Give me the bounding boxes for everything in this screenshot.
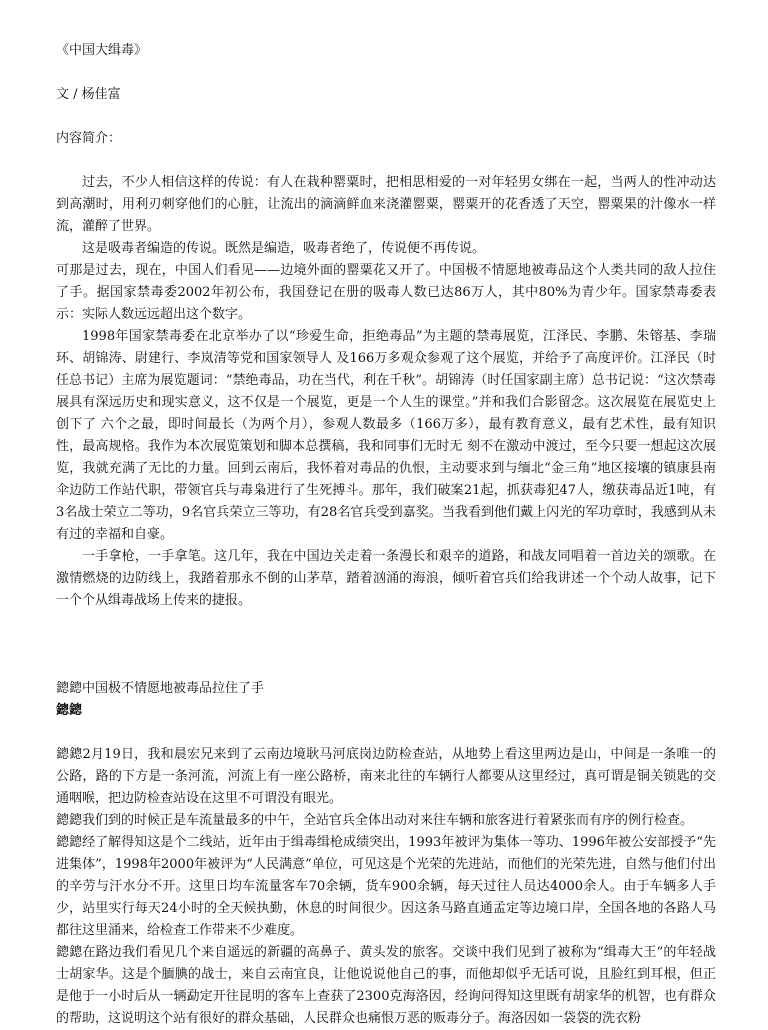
intro-paragraph: 这是吸毒者编造的传说。既然是编造，吸毒者绝了，传说便不再传说。	[82, 241, 486, 256]
chapter-title: 鏓鏓中国极不情愿地被毒品拉住了手	[56, 681, 265, 696]
book-title: 《中国大缉毒》	[56, 43, 148, 58]
author-line: 文 / 杨佳富	[56, 87, 121, 102]
chapter-subtitle: 鏓鏓	[56, 703, 83, 718]
intro-paragraph: 过去，不少人相信这样的传说：有人在栽种罂粟时，把相思相爱的一对年轻男女绑在一起，当两人的性冲动达到高潮时，用利刃刺穿他们的心脏，让流出的滴滴鲜血来浇灌罂粟，罂粟开的花香透了天空，罂粟果的汁像水一样流，灌醉了世界。	[56, 175, 716, 234]
intro-paragraph: 1998年国家禁毒委在北京举办了以“珍爱生命，拒绝毒品”为主题的禁毒展览，江泽民、李鹏、朱镕基、李瑞环、胡锦涛、尉建行、李岚清等党和国家领导人 及166万多观众参观了这个展览，并给予了高度评价。江泽民（时任总书记）主席为展览题词：“禁绝毒品，功在当代，利在千秋”。胡锦涛（时任国家副主席）总书记说：“这次禁毒展具有深远历史和现实意义，这不仅是一个展览，更是一个人生的课堂。”并和我们合影留念。这次展览在展览史上创下了 六个之最，即时间最长（为两个月），参观人数最多（166万多），最有教育意义，最有艺术性，最有知识性，最高规格。我作为本次展览策划和脚本总撰稿，我和同事们无时无 刻不在激动中渡过，至今只要一想起这次展览，我就充满了无比的力量。回到云南后，我怀着对毒品的仇恨，主动要求到与缅北“金三角”地区接壤的镇康县南伞边防工作站代职，带领官兵与毒枭进行了生死搏斗。那年，我们破案21起，抓获毒犯47人，缴获毒品近1吨，有3名战士荣立二等功，9名官兵荣立三等功，有28名官兵受到嘉奖。当我看到他们戴上闪光的军功章时，我感到从未有过的幸福和自豪。	[56, 329, 716, 542]
document-page	[56, 40, 716, 1030]
chapter-paragraph: 鏓鏓我们到的时候正是车流量最多的中午，全站官兵全体出动对来往车辆和旅客进行着紧张而有序的例行检查。	[56, 813, 694, 828]
intro-section	[56, 172, 716, 612]
chapter-paragraph: 鏓鏓在路边我们看见几个来自遥远的新疆的高鼻子、黄头发的旅客。交谈中我们见到了被称为“缉毒大王”的年轻战士胡家华。这是个腼腆的战士，来自云南宜良，让他说说他自己的事，而他却似乎无话可说，且脸红到耳根，但正是他于一小时后从一辆勐定开往昆明的客车上查获了2300克海洛因，经询问得知这里既有胡家华的机智，也有群众的帮助，这说明这个站有很好的群众基础，人民群众也痛恨万恶的贩毒分子。海洛因如一袋袋的洗衣粉	[56, 945, 716, 1026]
intro-heading: 内容简介：	[56, 131, 122, 146]
chapter-section	[56, 678, 716, 1030]
chapter-body	[56, 744, 716, 1030]
chapter-paragraph: 鏓鏓经了解得知这是个二线站，近年由于缉毒缉枪成绩突出，1993年被评为集体一等功、1996年被公安部授予“先进集体”，1998年2000年被评为“人民满意”单位，可见这是个光荣的先进站，而他们的光荣先进，自然与他们付出的辛劳与汗水分不开。这里日均车流量客车70余辆，货车900余辆，每天过往人员达4000余人。由于车辆多人手少，站里实行每天24小时的全天候执勤，休息的时间很少。因这条马路直通孟定等边境口岸，全国各地的各路人马都往这里涌来，给检查工作带来不少难度。	[56, 835, 716, 938]
intro-paragraph: 一手拿枪，一手拿笔。这几年，我在中国边关走着一条漫长和艰辛的道路，和战友同唱着一首边关的颂歌。在激情燃烧的边防线上，我踏着那永不倒的山茅草，踏着汹涌的海浪，倾听着官兵们给我讲述一个个动人故事，记下一个个从缉毒战场上传来的捷报。	[56, 549, 716, 608]
chapter-paragraph: 鏓鏓2月19日，我和晨宏兄来到了云南边境耿马河底岗边防检查站，从地势上看这里两边是山，中间是一条唯一的公路，路的下方是一条河流，河流上有一座公路桥，南来北往的车辆行人都要从这里经过，真可谓是铜关锁匙的交通咽喉，把边防检查站设在这里不可谓没有眼光。	[56, 747, 716, 806]
intro-paragraph: 可那是过去，现在，中国人们看见——边境外面的罂粟花又开了。中国极不情愿地被毒品这个人类共同的敌人拉住了手。据国家禁毒委2002年初公布，我国登记在册的吸毒人数已达86万人，其中80%为青少年。国家禁毒委表示：实际人数远远超出这个数字。	[56, 263, 716, 322]
